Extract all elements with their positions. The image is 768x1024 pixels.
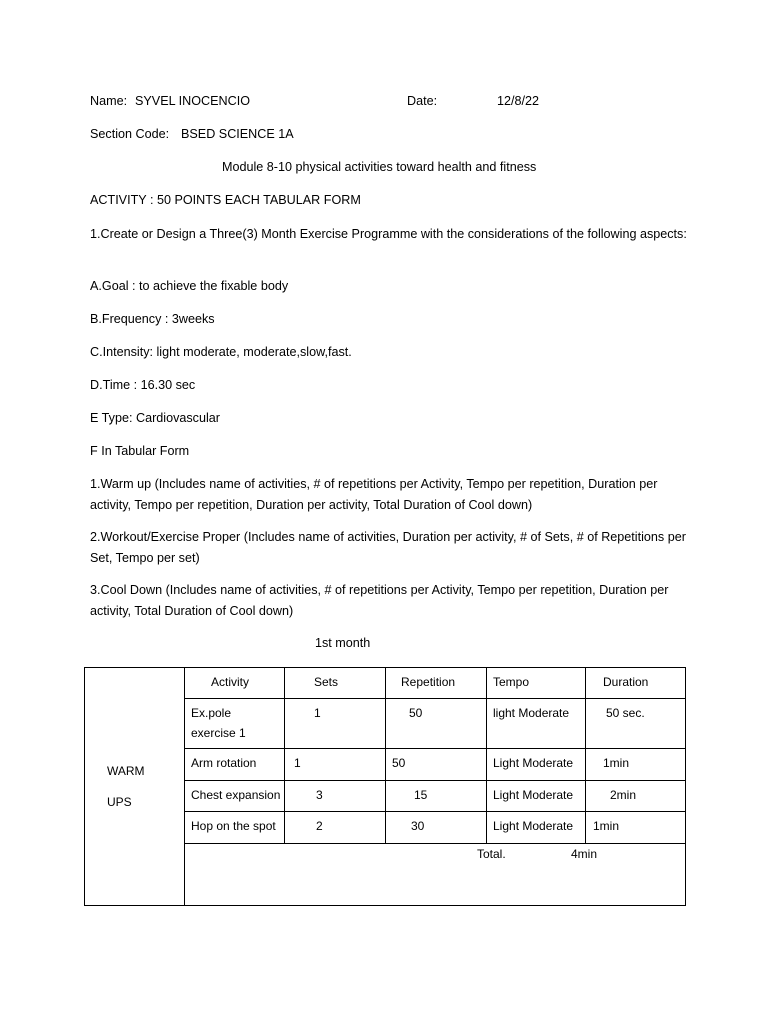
row1-tempo: light Moderate — [487, 699, 586, 749]
instruction-paragraph: 1.Create or Design a Three(3) Month Exercise Programme with the considerations of the following aspects: — [90, 227, 687, 241]
row3-repetition: 15 — [386, 781, 487, 812]
header-tempo: Tempo — [487, 668, 586, 699]
row1-activity: Ex.pole exercise 1 — [185, 699, 285, 749]
row2-sets: 1 — [285, 749, 386, 781]
aspect-intensity: C.Intensity: light moderate, moderate,slow,fast. — [90, 345, 352, 359]
aspect-time: D.Time : 16.30 sec — [90, 378, 196, 392]
month-heading: 1st month — [315, 636, 371, 650]
activity-line: ACTIVITY : 50 POINTS EACH TABULAR FORM — [90, 193, 361, 207]
row2-tempo: Light Moderate — [487, 749, 586, 781]
row4-sets: 2 — [285, 812, 386, 844]
aspect-form: F In Tabular Form — [90, 444, 190, 458]
total-label: Total. — [477, 847, 506, 861]
group-label-warm: WARM — [107, 763, 145, 778]
section-value: BSED SCIENCE 1A — [181, 127, 294, 141]
group-label-ups: UPS — [107, 794, 132, 809]
section-label: Section Code: — [90, 127, 170, 141]
row4-tempo: Light Moderate — [487, 812, 586, 844]
section-cooldown-desc: 3.Cool Down (Includes name of activities, # of repetitions per Activity, Tempo per repetition, Duration per activity, Total Duration of Cool down) — [90, 583, 669, 618]
row4-repetition: 30 — [386, 812, 487, 844]
name-label: Name: — [90, 94, 128, 108]
warmup-table — [84, 667, 686, 906]
section-workout-desc: 2.Workout/Exercise Proper (Includes name of activities, Duration per activity, # of Sets, # of Repetitions per Set, Tempo per set) — [90, 530, 686, 565]
module-title: Module 8-10 physical activities toward health and fitness — [222, 160, 537, 174]
row3-sets: 3 — [285, 781, 386, 812]
aspect-type: E Type: Cardiovascular — [90, 411, 220, 425]
date-label: Date: — [407, 94, 438, 108]
header-repetition: Repetition — [386, 668, 487, 699]
row2-activity: Arm rotation — [185, 749, 285, 781]
section-warmup-desc: 1.Warm up (Includes name of activities, # of repetitions per Activity, Tempo per repetition, Duration per activity, Tempo per repetition, Duration per activity, Total Duration of Cool down) — [90, 477, 658, 512]
row3-activity: Chest expansion — [185, 781, 285, 812]
header-duration: Duration — [586, 668, 686, 699]
row2-repetition: 50 — [386, 749, 487, 781]
group-label-cell — [85, 668, 185, 906]
name-value: SYVEL INOCENCIO — [135, 94, 251, 108]
header-sets: Sets — [285, 668, 386, 699]
row1-repetition: 50 — [386, 699, 487, 749]
header-activity: Activity — [185, 668, 285, 699]
row3-tempo: Light Moderate — [487, 781, 586, 812]
total-cell — [185, 844, 686, 906]
table-header-row — [85, 668, 686, 699]
row3-duration: 2min — [586, 781, 686, 812]
row1-duration: 50 sec. — [586, 699, 686, 749]
aspect-goal: A.Goal : to achieve the fixable body — [90, 279, 289, 293]
aspect-frequency: B.Frequency : 3weeks — [90, 312, 215, 326]
date-value: 12/8/22 — [497, 94, 540, 108]
row2-duration: 1min — [586, 749, 686, 781]
row1-sets: 1 — [285, 699, 386, 749]
row4-duration: 1min — [586, 812, 686, 844]
row4-activity: Hop on the spot — [185, 812, 285, 844]
total-value: 4min — [571, 847, 598, 861]
